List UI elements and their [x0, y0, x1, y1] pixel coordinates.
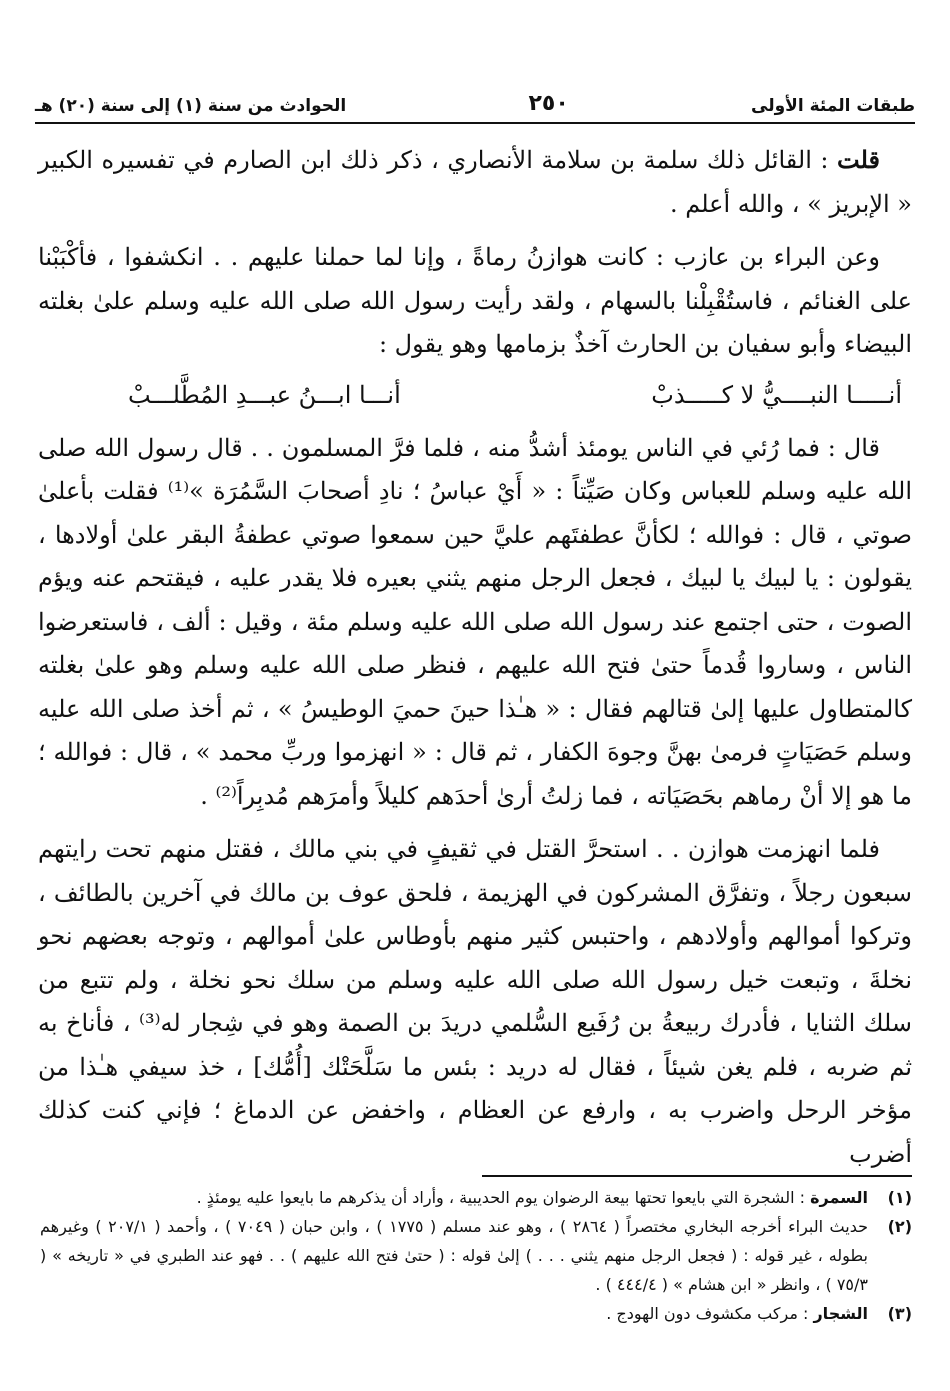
footnote-2: [40, 1212, 912, 1299]
footnote-number: (٢): [887, 1217, 912, 1236]
footnote-rule: [482, 1175, 912, 1177]
footnote-text: حديث البراء أخرجه البخاري مختصراً ( ٢٨٦٤ ) ، وهو عند مسلم ( ١٧٧٥ ) ، وابن حبان ( ٧٠٤٩ ) ، وأحمد ( ٢٠٧/١ ) وغيرهم بطوله ، غير قوله : ( فجعل الرجل منهم يثني . . . ) إلىٰ قوله : ( حتىٰ فتح الله عليهم ) . . فهو عند الطبري في « تاريخه » ( ٧٥/٣ ) ، وانظر « ابن هشام » ( ٤٤٤/٤ ) .: [40, 1217, 869, 1294]
chapter-title: الحوادث من سنة (١) إلى سنة (٢٠) هـ: [35, 96, 347, 116]
page-number: ٢٥٠: [528, 91, 569, 116]
footnote-text: : مركب مكشوف دون الهودج .: [606, 1304, 814, 1323]
poetry-verse: [38, 373, 912, 417]
footnote-number: (٣): [887, 1304, 912, 1323]
running-header: [35, 84, 915, 116]
main-text: [38, 138, 912, 1176]
verse-hemistich-2: أنـــا ابـــنُ عبـــدِ المُطَّلـــبْ: [128, 380, 401, 409]
paragraph-4: فلما انهزمت هوازن . . استحرَّ القتل في ثقيفٍ في بني مالك ، فقتل منهم تحت رايتهم سبعون رجلاً ، وتفرَّق المشركون في الهزيمة ، فلحق عوف بن مالك في آخرين بالطائف ، وتركوا أموالهم وأولادهم ، واحتبس كثير منهم بأوطاس علىٰ أموالهم ، وتوجه بعضهم نحو نخلةَ ، وتبعت خيل رسول الله صلى الله عليه وسلم من سلك نحو نخلة ، ولم تتبع من سلك الثنايا ، فأدرك ربيعةُ بن رُفَيع السُّلمي دريدَ بن الصمة وهو في شِجار له⁽³⁾ ، فأناخ به ثم ضربه ، فلم يغن شيئاً ، فقال له دريد : بئس ما سَلَّحَتْك [أُمُّك] ، خذ سيفي هـٰذا من مؤخر الرحل واضرب به ، وارفع عن العظام ، واخفض عن الدماغ ؛ فإني كنت كذلك أضرب: [38, 835, 913, 1168]
book-title: طبقات المئة الأولى: [751, 96, 915, 116]
paragraph-3: قال : فما رُئي في الناس يومئذ أشدُّ منه ، فلما فرَّ المسلمون . . قال رسول الله صلى الله عليه وسلم للعباس وكان صَيِّتاً : « أَيْ عباسُ ؛ نادِ أصحابَ السَّمُرَة »⁽¹⁾ فقلت بأعلىٰ صوتي ، قال : فوالله ؛ لكأنَّ عطفتَهم عليَّ حين سمعوا صوتي عطفةُ البقر علىٰ أولادها ، يقولون : يا لبيك يا لبيك ، فجعل الرجل منهم يثني بعيره فلا يقدر عليه ، فيقتحم عنه ويؤم الصوت ، حتى اجتمع عند رسول الله صلى الله عليه وسلم مئة ، وقيل : ألف ، فاستعرضوا الناس ، وساروا قُدماً حتىٰ فتح الله عليهم ، فنظر صلى الله عليه وسلم وهو علىٰ بغلته كالمتطاول عليها إلىٰ قتالهم فقال : « هـٰذا حينَ حميَ الوطيسُ » ، ثم أخذ صلى الله عليه وسلم حَصَيَاتٍ فرمىٰ بهنَّ وجوهَ الكفار ، ثم قال : « انهزموا وربِّ محمد » ، قال : فوالله ؛ ما هو إلا أنْ رماهم بحَصَيَاته ، فما زلتُ أرىٰ أحدَهم كليلاً وأمرَهم مُدبِراً⁽²⁾ .: [38, 433, 913, 810]
paragraph-2: وعن البراء بن عازب : كانت هوازنُ رماةً ، وإنا لما حملنا عليهم . . انكشفوا ، فأكْبَبْنا على الغنائم ، فاستُقْبِلْنا بالسهام ، ولقد رأيت رسول الله صلى الله عليه وسلم علىٰ بغلته البيضاء وأبو سفيان بن الحارث آخذٌ بزمامها وهو يقول :: [38, 243, 912, 358]
footnote-number: (١): [887, 1188, 912, 1207]
paragraph-1-text: : القائل ذلك سلمة بن سلامة الأنصاري ، ذكر ذلك ابن الصارم في تفسيره الكبير « الإبريز » ، والله أعلم .: [38, 146, 912, 218]
footnote-term: الشجار: [813, 1304, 868, 1323]
verse-hemistich-1: أنـــــا النبــــيُّ لا كـــــذبْ: [651, 380, 902, 409]
footnote-1: [40, 1183, 912, 1212]
qultu-label: قلت: [837, 145, 880, 174]
footnotes: [40, 1183, 912, 1328]
header-rule: [35, 122, 915, 124]
footnote-text: : الشجرة التي بايعوا تحتها بيعة الرضوان يوم الحديبية ، وأراد أن يذكرهم ما بايعوا عليه يومئذٍ .: [196, 1188, 811, 1207]
footnote-3: [40, 1299, 912, 1328]
footnote-term: السمرة: [810, 1188, 868, 1207]
paragraph-1: [38, 138, 912, 226]
